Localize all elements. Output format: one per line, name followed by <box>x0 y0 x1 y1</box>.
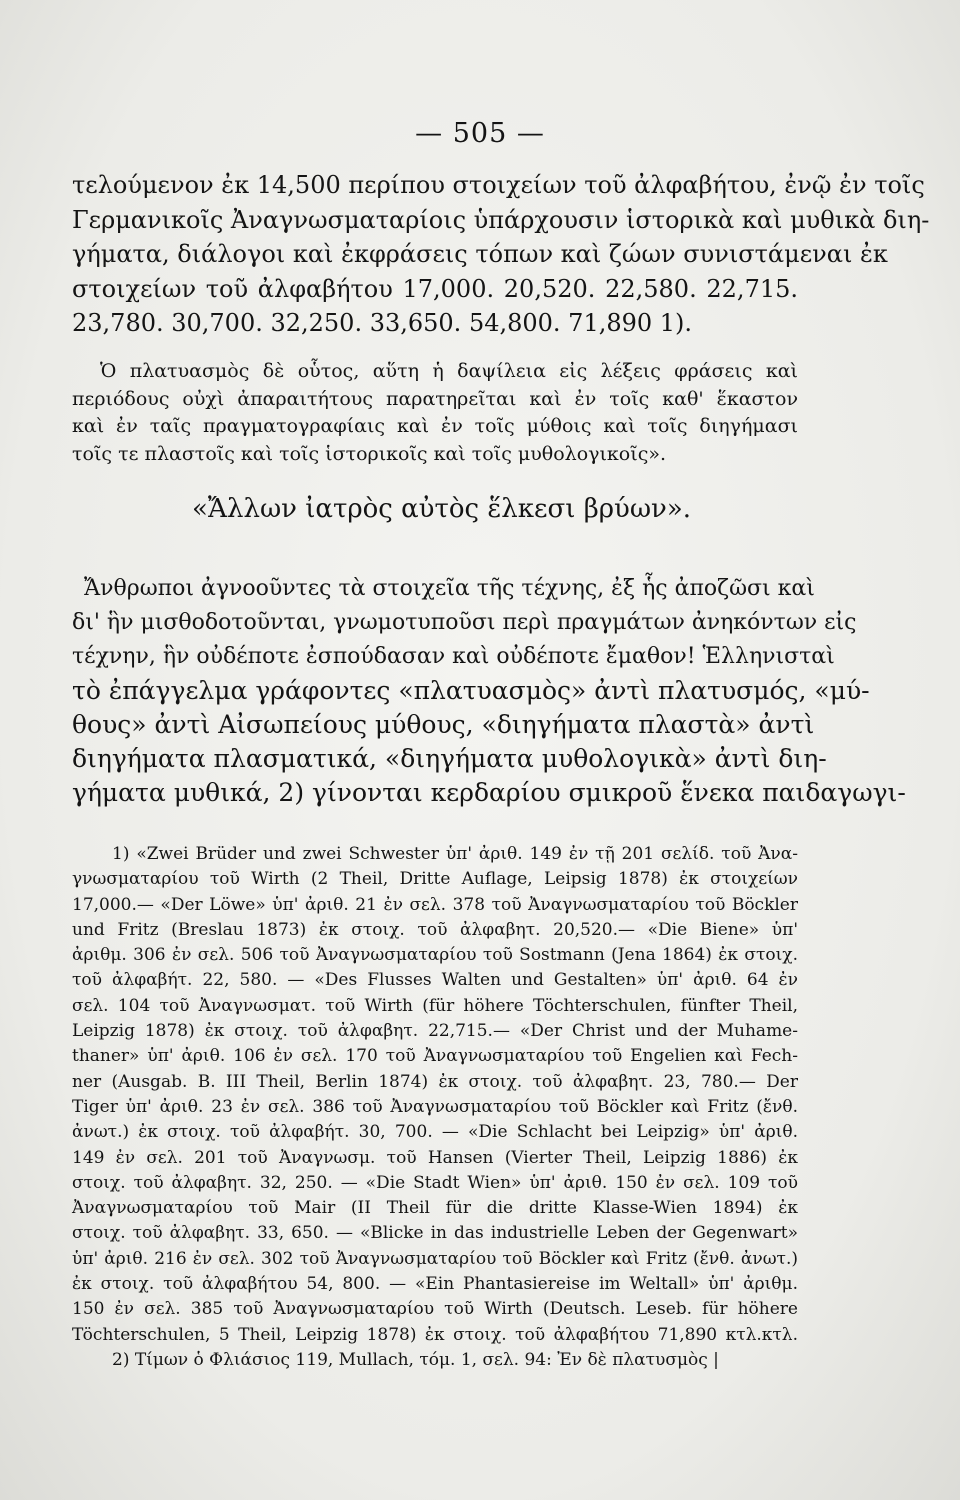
footnote-line: γνωσματαρίου τοῦ Wirth (2 Theil, Dritte Auflage, Leipsig 1878) ἐκ στοιχείων <box>72 869 798 890</box>
text-line: τοῖς τε πλαστοῖς καὶ τοῖς ἱστορικοῖς καὶ τοῖς μυθολογικοῖς». <box>72 442 667 465</box>
text-line: τέχνην, ἣν οὐδέποτε ἐσπούδασαν καὶ οὐδέποτε ἔμαθον! Ἑλληνισταὶ <box>72 644 835 669</box>
text-line: Γερμανικοῖς Ἀναγνωσματαρίοις ὑπάρχουσιν ἱστορικὰ καὶ μυθικὰ διη- <box>72 205 930 234</box>
text-line: 23,780. 30,700. 32,250. 33,650. 54,800. 71,890 1). <box>72 309 693 337</box>
footnote-line: Ἀναγνωσματαρίου τοῦ Mair (II Theil für die dritte Klasse-Wien 1894) ἐκ <box>72 1198 798 1219</box>
footnote-line: 17,000.— «Der Löwe» ὑπ' ἀριθ. 21 ἐν σελ. 378 τοῦ Ἀναγνωσματαρίου τοῦ Böckler <box>72 894 798 915</box>
footnote-line: Tiger ὑπ' ἀριθ. 23 ἐν σελ. 386 τοῦ Ἀναγνωσματαρίου τοῦ Böckler καὶ Fritz (ἔνθ. <box>72 1096 798 1117</box>
paragraph-1 <box>72 168 930 341</box>
footnote-line: Leipzig 1878) ἐκ στοιχ. τοῦ ἀλφαβητ. 22,715.— «Der Christ und der Muhame- <box>72 1021 798 1042</box>
footnote-line: ἀριθμ. 306 ἐν σελ. 506 τοῦ Ἀναγνωσματαρίου τοῦ Sostmann (Jena 1864) ἐκ στοιχ. <box>72 945 798 966</box>
footnote-line: und Fritz (Breslau 1873) ἐκ στοιχ. τοῦ ἀλφαβητ. 20,520.— «Die Biene» ὑπ' <box>72 919 798 940</box>
footnote-line: Töchterschulen, 5 Theil, Leipzig 1878) ἐκ στοιχ. τοῦ ἀλφαβήτου 71,890 κτλ.κτλ. <box>72 1324 798 1345</box>
text-line: δι' ἣν μισθοδοτοῦνται, γνωμοτυποῦσι περὶ πραγμάτων ἀνηκόντων εἰς <box>72 610 857 635</box>
text-line: καὶ ἐν ταῖς πραγματογραφίαις καὶ ἐν τοῖς μύθοις καὶ τοῖς διηγήμασι <box>72 415 798 437</box>
text-line: διηγήματα πλασματικά, «διηγήματα μυθολογικὰ» ἀντὶ διη- <box>72 744 827 773</box>
quotation: «Ἄλλων ἰατρὸς αὐτὸς ἕλκεσι βρύων». <box>192 494 692 524</box>
text-line: τὸ ἐπάγγελμα γράφοντες «πλατυασμὸς» ἀντὶ πλατυσμός, «μύ- <box>72 676 870 705</box>
text-line: στοιχείων τοῦ ἀλφαβήτου 17,000. 20,520. 22,580. 22,715. <box>72 274 798 303</box>
footnote-line: τοῦ ἀλφαβήτ. 22, 580. — «Des Flusses Walten und Gestalten» ὑπ' ἀριθ. 64 ἐν <box>72 970 798 991</box>
text-line: τελούμενον ἐκ 14,500 περίπου στοιχείων τοῦ ἀλφαβήτου, ἐνῷ ἐν τοῖς <box>72 171 925 199</box>
footnote-line: ner (Ausgab. B. III Theil, Berlin 1874) ἐκ στοιχ. τοῦ ἀλφαβητ. 23, 780.— Der <box>72 1071 798 1092</box>
paragraph-3 <box>72 572 906 810</box>
footnote-line: στοιχ. τοῦ ἀλφαβητ. 33, 650. — «Blicke in das industrielle Leben der Gegenwart» <box>72 1223 798 1244</box>
footnote-line: 150 ἐν σελ. 385 τοῦ Ἀναγνωσματαρίου τοῦ Wirth (Deutsch. Leseb. für höhere <box>72 1299 798 1320</box>
text-line: θους» ἀντὶ Αἰσωπείους μύθους, «διηγήματα πλαστὰ» ἀντὶ <box>72 710 815 739</box>
footnote-line: 2) Τίμων ὁ Φλιάσιος 119, Mullach, τόμ. 1, σελ. 94: Ἐν δὲ πλατυσμὸς | <box>112 1349 719 1370</box>
footnote-line: σελ. 104 τοῦ Ἀναγνωσματ. τοῦ Wirth (für höhere Töchterschulen, fünfter Theil, <box>72 995 798 1016</box>
paragraph-2 <box>72 358 798 468</box>
page-number: — 505 — <box>415 118 545 149</box>
footnote-line: ἀνωτ.) ἐκ στοιχ. τοῦ ἀλφαβήτ. 30, 700. — «Die Schlacht bei Leipzig» ὑπ' ἀριθ. <box>72 1122 798 1143</box>
footnote-line: στοιχ. τοῦ ἀλφαβητ. 32, 250. — «Die Stadt Wien» ὑπ' ἀριθ. 150 ἐν σελ. 109 τοῦ <box>72 1172 798 1193</box>
text-line: περιόδους οὐχὶ ἀπαραιτήτους παρατηρεῖται καὶ ἐν τοῖς καθ' ἕκαστον <box>72 387 798 410</box>
footnote-line: 1) «Zwei Brüder und zwei Schwester ὑπ' ἀριθ. 149 ἐν τῇ 201 σελίδ. τοῦ Ἀνα- <box>112 844 798 864</box>
text-line: Ἄνθρωποι ἀγνοοῦντες τὰ στοιχεῖα τῆς τέχνης, ἐξ ἧς ἀποζῶσι καὶ <box>84 576 815 601</box>
footnotes <box>72 842 798 1373</box>
text-line: γήματα, διάλογοι καὶ ἐκφράσεις τόπων καὶ ζώων συνιστάμεναι ἐκ <box>72 240 888 268</box>
footnote-line: ἐκ στοιχ. τοῦ ἀλφαβήτου 54, 800. — «Ein Phantasiereise im Weltall» ὑπ' ἀριθμ. <box>72 1274 798 1295</box>
text-line: γήματα μυθικά, 2) γίνονται κερδαρίου σμικροῦ ἕνεκα παιδαγωγι- <box>72 778 906 807</box>
footnote-line: ὑπ' ἀριθ. 216 ἐν σελ. 302 τοῦ Ἀναγνωσματαρίου τοῦ Böckler καὶ Fritz (ἔνθ. ἀνωτ.) <box>72 1248 798 1269</box>
footnote-line: thaner» ὑπ' ἀριθ. 106 ἐν σελ. 170 τοῦ Ἀναγνωσματαρίου τοῦ Engelien καὶ Fech- <box>72 1046 798 1067</box>
text-line: Ὁ πλατυασμὸς δὲ οὗτος, αὕτη ἡ δαψίλεια εἰς λέξεις φράσεις καὶ <box>100 360 798 382</box>
footnote-line: 149 ἐν σελ. 201 τοῦ Ἀναγνωσμ. τοῦ Hansen (Vierter Theil, Leipzig 1886) ἐκ <box>72 1147 798 1168</box>
